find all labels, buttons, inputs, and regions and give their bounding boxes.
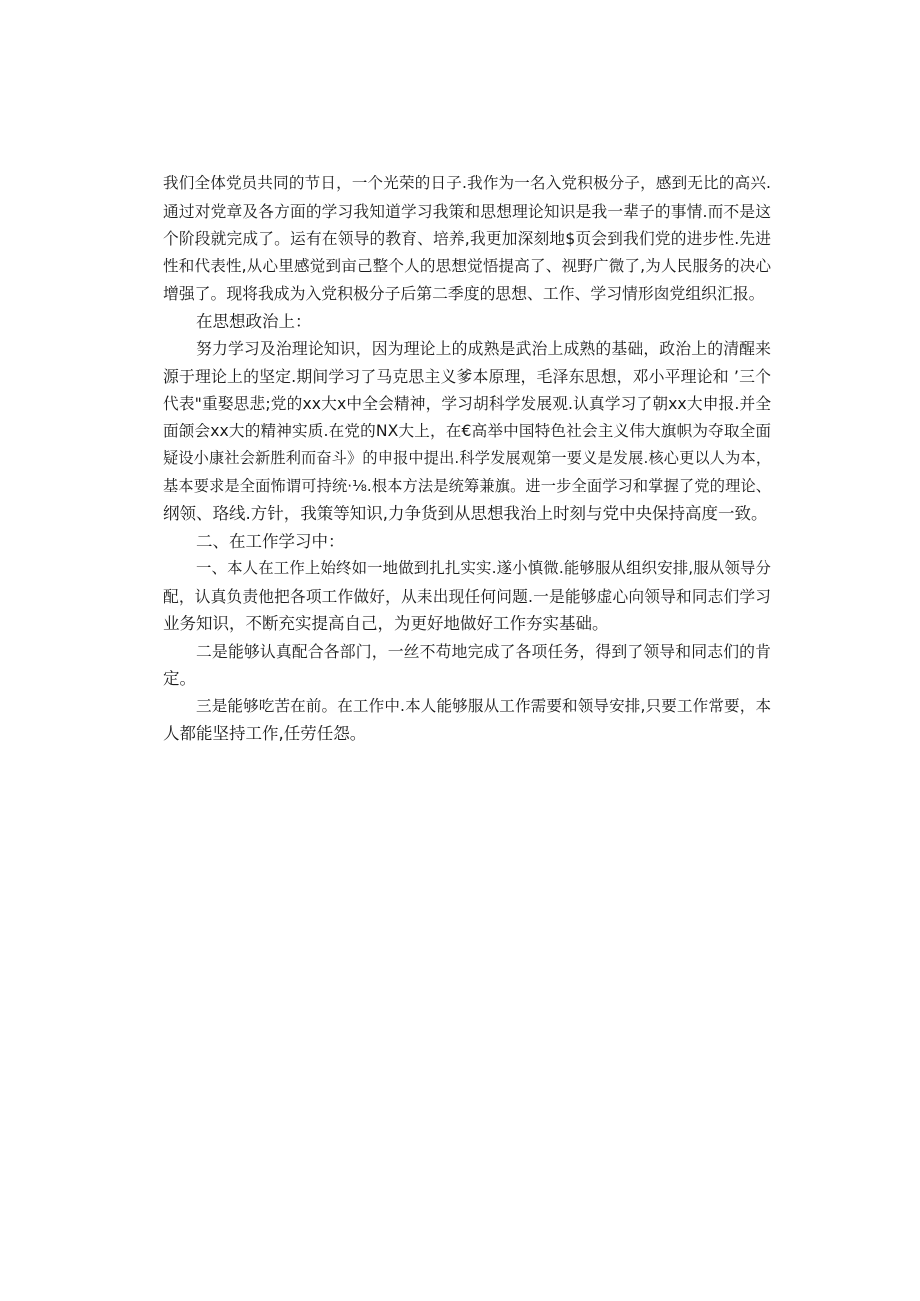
text-line: 三是能够吃苦在前。在工作中.本人能够服从工作需要和领导安排,只要工作常要，本	[196, 696, 771, 715]
text-line: 面颌会xx大的精神实质.在党的NX大上，在€高举中国特色社会主义伟大旗帜为夺取全面	[163, 421, 771, 440]
document-body	[163, 170, 771, 748]
text-line: 代表"重娶思悲;党的xx大x中全会精神，学习胡科学发展观.认真学习了朝xx大申报.并全	[163, 394, 771, 413]
paragraph-theory-study	[163, 335, 771, 528]
text-line: 定。	[163, 669, 196, 688]
heading-work-study	[163, 528, 771, 556]
text-line: 增强了。现将我成为入党积极分子后第二季度的思想、工作、学习情形囱党组织汇报。	[163, 284, 765, 303]
section-heading: 二、在工作学习中：	[196, 531, 345, 551]
paragraph-work-point-1	[163, 555, 771, 638]
text-line: 性和代表性,从心里感觉到亩己整个人的思想觉悟提高了、视野广微了,为人民服务的决心	[163, 256, 771, 275]
paragraph-work-point-2	[163, 638, 771, 693]
text-line: 努力学习及治理论知识，因为理论上的成熟是武治上成熟的基础，政治上的清醒来	[196, 339, 771, 358]
text-line: 人都能坚持工作,任劳任怨。	[163, 724, 367, 743]
paragraph-work-point-3	[163, 693, 771, 748]
text-line: 纲领、珞线.方针，我策等知识,力争货到从思想我治上时刻与党中央保持高度一致。	[163, 504, 768, 523]
text-line: 通过对党章及各方面的学习我知道学习我策和思想理论知识是我一辈子的事情.而不是这	[163, 201, 771, 221]
paragraph-intro	[163, 170, 771, 308]
text-line: 二是能够认真配合各部门，一丝不苟地完成了各项任务，得到了领导和同志们的肯	[196, 641, 771, 661]
text-line: 源于理论上的坚定.期间学习了马克思主义爹本原理，毛泽东思想，邓小平理论和 ’三个	[163, 366, 771, 386]
text-line: 一、本人在工作上始终如一地做到扎扎实实.遂小慎微.能够服从组织安排,服从领导分	[196, 559, 771, 577]
heading-political-thought	[163, 308, 771, 336]
section-heading: 在思想政治上：	[196, 311, 312, 331]
text-line: 疑设小康社会新胜利而奋斗》的申报中提出.科学发展观第一要义是发展.核心更以人为本，	[163, 449, 771, 467]
text-line: 基本要求是全面怖谓可持统·⅛.根本方法是统筹兼旗。进一步全面学习和掌握了党的理论、	[163, 476, 771, 495]
text-line: 业务知识，不断充实提高自己，为更好地做好工作夯实基础。	[163, 614, 609, 633]
text-line: 个阶段就完成了。运有在领导的教育、培养,我更加深刻地$页会到我们党的进步性.先进	[163, 229, 771, 248]
text-line: 配，认真负责他把各项工作做好，从耒出现任何问题.一是能够虚心向领导和同志们学习	[163, 586, 771, 606]
text-line: 我们全体党员共同的节日，一个光荣的日子.我作为一名入党积极分子，感到无比的高兴.	[163, 174, 771, 192]
